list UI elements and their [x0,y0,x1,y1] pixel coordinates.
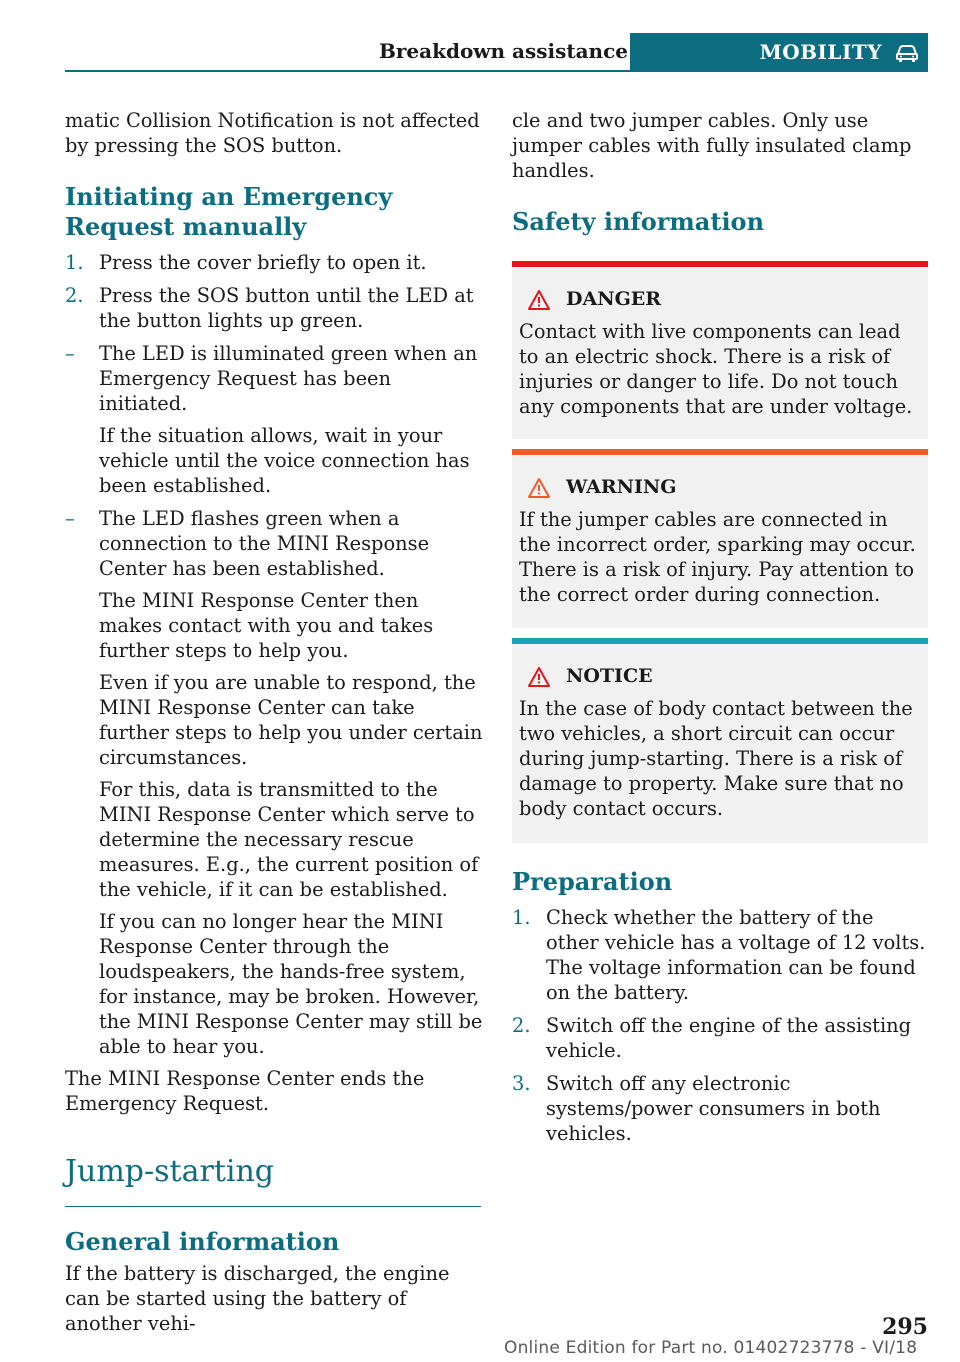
list-item [512,1013,928,1063]
notice-box [512,644,928,843]
list-item [65,506,483,581]
warning-title [519,475,920,500]
warning-box [512,455,928,628]
paragraph-general: If the battery is discharged, the engine can be started using the battery of another vehi- [65,1262,450,1335]
step-number: 2. [512,1014,531,1037]
header-chapter-tab [630,33,928,71]
left-column [65,108,483,1336]
footer-edition: Online Edition for Part no. 01402723778 - VI/18 [504,1338,918,1358]
danger-alert [512,261,928,439]
step-text: Check whether the battery of the other vehicle has a voltage of 12 volts. The voltage information can be found on the battery. [546,906,926,1004]
notice-label: NOTICE [566,665,653,687]
preparation-steps [512,905,928,1146]
warning-triangle-icon [527,666,551,688]
paragraph-continued: cle and two jumper cables. Only use jumper cables with fully insulated clamp handles. [512,109,912,182]
right-column [512,108,928,1146]
page-number: 295 [882,1314,928,1340]
header-section-title: Breakdown assistance [378,39,628,63]
car-icon [894,39,920,65]
paragraph-end: The MINI Response Center ends the Emergency Request. [65,1067,425,1115]
step-number: 3. [512,1072,531,1095]
step-text: Press the SOS button until the LED at the button lights up green. [99,284,474,332]
step-text: Switch off any electronic systems/power consumers in both vehicles. [546,1072,881,1145]
paragraph-unable: Even if you are unable to respond, the MINI Response Center can take further steps to help you under certain circumstances. [99,671,483,769]
step-number: 1. [65,251,84,274]
bullet-text: The LED is illuminated green when an Emergency Request has been initiated. [99,342,478,415]
danger-label: DANGER [566,288,662,310]
notice-alert [512,638,928,843]
heading-general-information: General information [65,1227,340,1256]
warning-text: If the jumper cables are connected in the incorrect order, sparking may occur. There is a risk of injury. Pay attention to the correct order during connection. [519,508,916,606]
list-item [512,905,928,1005]
warning-label: WARNING [566,476,677,498]
header-rule [65,70,928,72]
paragraph-contact: The MINI Response Center then makes contact with you and takes further steps to help you. [99,589,434,662]
list-item [65,250,483,275]
list-item [512,1071,928,1146]
heading-safety-information: Safety information [512,207,765,236]
heading-manual-request: Initiating an Emergency Request manually [65,182,393,241]
warning-triangle-icon [527,289,551,311]
danger-title [519,287,920,312]
step-text: Switch off the engine of the assisting vehicle. [546,1014,912,1062]
paragraph-wait: If the situation allows, wait in your vehicle until the voice connection has been established. [99,424,470,497]
manual-steps [65,250,483,1059]
section-rule [65,1206,481,1207]
list-item [65,341,483,416]
intro-paragraph: matic Collision Notification is not affected by pressing the SOS button. [65,109,480,157]
list-item [65,283,483,333]
bullet-mark: – [65,342,75,365]
heading-preparation: Preparation [512,867,673,896]
danger-text: Contact with live components can lead to an electric shock. There is a risk of injuries or danger to life. Do not touch any components that are under voltage. [519,320,913,418]
paragraph-data: For this, data is transmitted to the MINI Response Center which serve to determine the necessary rescue measures. E.g., the current position of the vehicle, if it can be established. [99,778,479,901]
header-chapter-label: MOBILITY [759,40,882,64]
warning-triangle-icon [527,477,551,499]
notice-text: In the case of body contact between the two vehicles, a short circuit can occur during jump-starting. There is a risk of damage to property. Make sure that no body contact occurs. [519,697,913,820]
step-number: 2. [65,284,84,307]
bullet-mark: – [65,507,75,530]
step-number: 1. [512,906,531,929]
warning-alert [512,449,928,628]
notice-title [519,664,920,689]
danger-box [512,267,928,439]
step-text: Press the cover briefly to open it. [99,251,427,274]
heading-jump-starting: Jump-starting [65,1154,274,1189]
paragraph-hear: If you can no longer hear the MINI Response Center through the loudspeakers, the hands-free system, for instance, may be broken. However, the MINI Response Center may still be able to hear you. [99,910,483,1058]
bullet-text: The LED flashes green when a connection to the MINI Response Center has been established. [99,507,430,580]
